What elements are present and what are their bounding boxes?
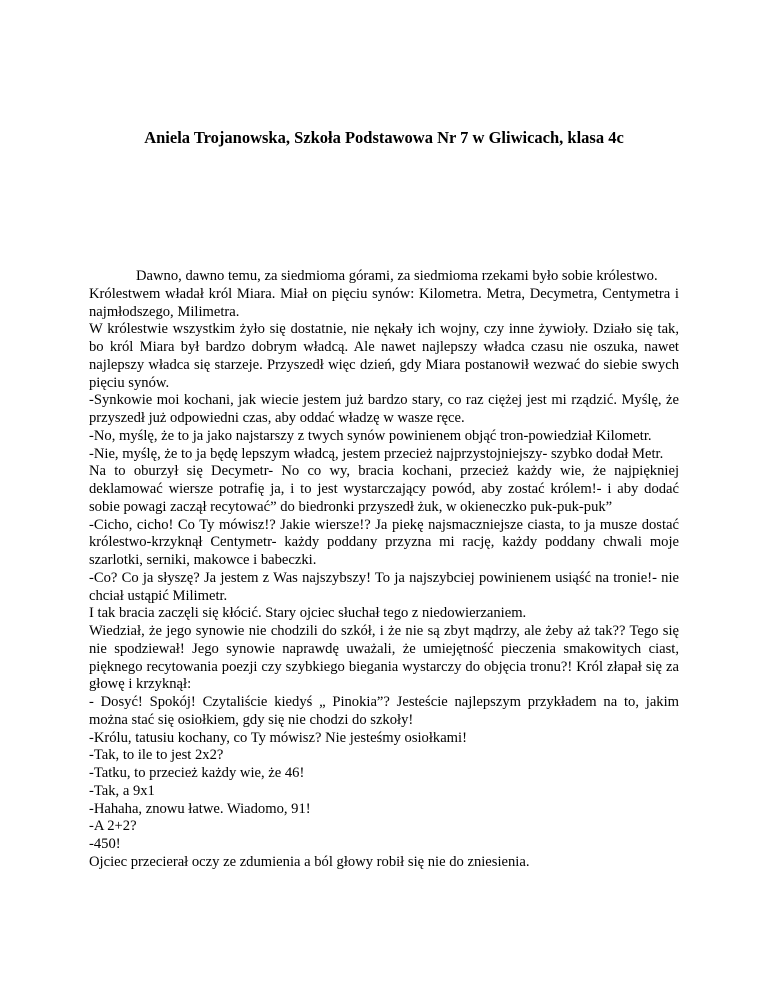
dialogue-line: -Cicho, cicho! Co Ty mówisz!? Jakie wiersze!? Ja piekę najsmaczniejsze ciasta, to ja musze dostać królestwo-krzyknął Centymetr- każdy poddany przyzna mi rację, każdy poddany chwali moje szarlotki, serniki, makowce i babeczki.: [89, 516, 679, 568]
dialogue-line: -Tak, a 9x1: [89, 782, 155, 799]
dialogue-line: -Królu, tatusiu kochany, co Ty mówisz? Nie jesteśmy osiołkami!: [89, 729, 467, 746]
dialogue-line: -Synkowie moi kochani, jak wiecie jestem już bardzo stary, co raz ciężej jest mi rządzić. Myślę, że przyszedł już odpowiedni czas, aby oddać władzę w wasze ręce.: [89, 392, 679, 426]
dialogue-line: - Dosyć! Spokój! Czytaliście kiedyś „ Pinokia”? Jesteście najlepszym przykładem na to, jakim można stać się osiołkiem, gdy się nie chodzi do szkoły!: [89, 694, 679, 728]
dialogue-line: Na to oburzył się Decymetr- No co wy, bracia kochani, przecież każdy wie, że najpiękniej deklamować wiersze potrafię ja, i to jest wystarczający powód, aby zostać królem!- i aby dodać sobie powagi zaczął recytować” do biedronki przyszedł żuk, w okieneczko puk-puk-puk”: [89, 463, 679, 515]
story-paragraph: Dawno, dawno temu, za siedmioma górami, za siedmioma rzekami było sobie królestwo.: [136, 268, 658, 284]
dialogue-line: -Co? Co ja słyszę? Ja jestem z Was najszybszy! To ja najszybciej powinienem usiąść na tronie!- nie chciał ustąpić Milimetr.: [89, 569, 679, 604]
dialogue-line: -A 2+2?: [89, 818, 137, 835]
document-title: Aniela Trojanowska, Szkoła Podstawowa Nr 7 w Gliwicach, klasa 4c: [144, 128, 624, 147]
dialogue-line: -Tak, to ile to jest 2x2?: [89, 747, 224, 764]
story-paragraph: Ojciec przecierał oczy ze zdumienia a ból głowy robił się nie do zniesienia.: [89, 853, 530, 870]
story-paragraph: Królestwem władał król Miara. Miał on pięciu synów: Kilometra. Metra, Decymetra, Centymetra i najmłodszego, Milimetra.: [89, 285, 679, 320]
dialogue-line: -Nie, myślę, że to ja będę lepszym władcą, jestem przecież najprzystojniejszy- szybko dodał Metr.: [89, 445, 664, 462]
dialogue-line: -Hahaha, znowu łatwe. Wiadomo, 91!: [89, 800, 311, 817]
story-paragraph: I tak bracia zaczęli się kłócić. Stary ojciec słuchał tego z niedowierzaniem.: [89, 605, 527, 622]
document-body: [89, 268, 679, 872]
dialogue-line: -Tatku, to przecież każdy wie, że 46!: [89, 765, 305, 781]
story-paragraph: W królestwie wszystkim żyło się dostatnie, nie nękały ich wojny, czy inne żywioły. Działo się tak, bo król Miara był bardzo dobrym władcą. Ale nawet najlepszy władca czasu nie oszuka, nawet najlepszy władca się starzeje. Przyszedł więc dzień, gdy Miara postanowił wezwać do siebie swych pięciu synów.: [89, 321, 679, 391]
story-paragraph: Wiedział, że jego synowie nie chodzili do szkół, i że nie są zbyt mądrzy, ale żeby aż tak?? Tego się nie spodziewał! Jego synowie naprawdę uważali, że umiejętność pieczenia smakowitych ciast, pięknego recytowania poezji czy szybkiego biegania wystarczy do objęcia tronu?! Król złapał się za głowę i krzyknął:: [89, 623, 679, 693]
dialogue-line: -450!: [89, 836, 121, 852]
dialogue-line: -No, myślę, że to ja jako najstarszy z twych synów powinienem objąć tron-powiedział Kilometr.: [89, 427, 652, 444]
